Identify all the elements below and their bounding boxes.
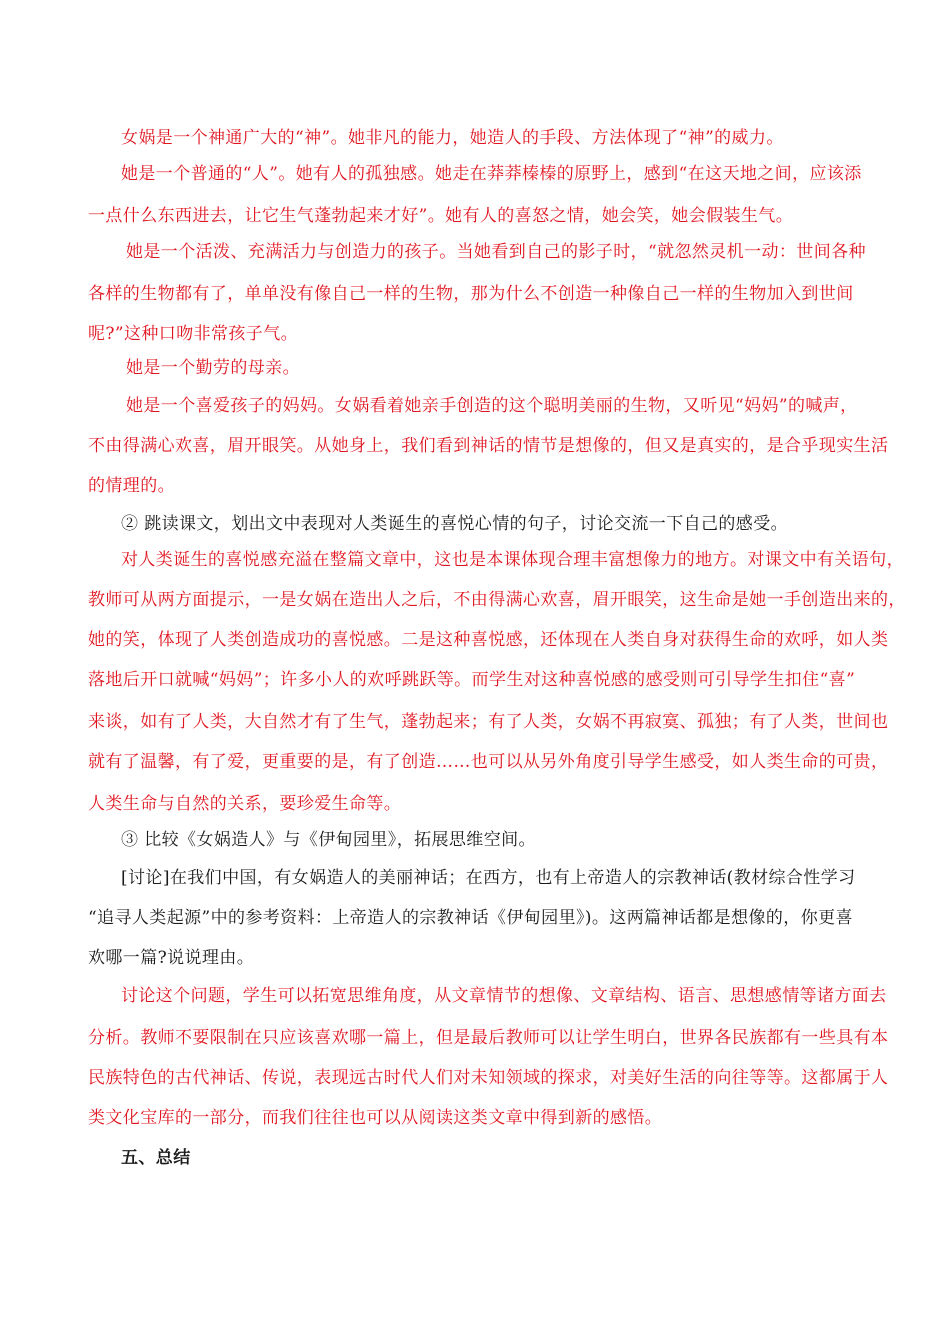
text-line: 分析。教师不要限制在只应该喜欢哪一篇上，但是最后教师可以让学生明白，世界各民族都有一些具有本 [88, 1028, 889, 1048]
section-heading: 五、总结 [121, 1148, 191, 1168]
text-line: 落地后开口就喊“妈妈”；许多小人的欢呼跳跃等。而学生对这种喜悦感的感受则可引导学生扣住“喜” [88, 670, 856, 690]
text-line: 她的笑，体现了人类创造成功的喜悦感。二是这种喜悦感，还体现在人类自身对获得生命的欢呼，如人类 [88, 630, 889, 650]
text-line: 民族特色的古代神话、传说，表现远古时代人们对未知领域的探求，对美好生活的向往等等。这都属于人 [88, 1068, 889, 1088]
text-line: 各样的生物都有了，单单没有像自己一样的生物，那为什么不创造一种像自己一样的生物加入到世间 [88, 284, 854, 304]
text-line: 一点什么东西进去，让它生气蓬勃起来才好”。她有人的喜怒之情，她会笑，她会假装生气。 [88, 206, 794, 226]
text-line: 教师可从两方面提示，一是女娲在造出人之后，不由得满心欢喜，眉开眼笑，这生命是她一手创造出来的， [88, 590, 906, 610]
text-line: 来谈，如有了人类，大自然才有了生气，蓬勃起来；有了人类，女娲不再寂寞、孤独；有了人类，世间也 [88, 712, 889, 732]
text-line: 讨论这个问题，学生可以拓宽思维角度，从文章情节的想像、文章结构、语言、思想感情等诸方面去 [121, 986, 887, 1006]
text-line: 不由得满心欢喜，眉开眼笑。从她身上，我们看到神话的情节是想像的，但又是真实的，是合乎现实生活 [88, 436, 889, 456]
question-line: ③ 比较《女娲造人》与《伊甸园里》，拓展思维空间。 [121, 830, 536, 850]
text-line: 呢?”这种口吻非常孩子气。 [88, 324, 299, 344]
text-line: 对人类诞生的喜悦感充溢在整篇文章中，这也是本课体现合理丰富想像力的地方。对课文中有关语句， [121, 550, 904, 570]
question-line: 欢哪一篇?说说理由。 [88, 948, 255, 968]
text-line: 的情理的。 [88, 476, 175, 496]
text-line: 她是一个普通的“人”。她有人的孤独感。她走在莽莽榛榛的原野上，感到“在这天地之间，应该添 [121, 164, 862, 184]
text-line: 人类生命与自然的关系，要珍爱生命等。 [88, 794, 402, 814]
text-line: 就有了温馨，有了爱，更重要的是，有了创造……也可以从另外角度引导学生感受，如人类生命的可贵， [88, 752, 889, 772]
question-line: [讨论]在我们中国，有女娲造人的美丽神话；在西方，也有上帝造人的宗教神话(教材综合性学习 [121, 868, 856, 888]
text-line: 她是一个勤劳的母亲。 [126, 358, 300, 378]
question-line: ② 跳读课文，划出文中表现对人类诞生的喜悦心情的句子，讨论交流一下自己的感受。 [121, 514, 789, 534]
text-line: 女娲是一个神通广大的“神”。她非凡的能力，她造人的手段、方法体现了“神”的威力。 [121, 128, 784, 148]
text-line: 类文化宝库的一部分，而我们往往也可以从阅读这类文章中得到新的感悟。 [88, 1108, 663, 1128]
text-line: 她是一个喜爱孩子的妈妈。女娲看着她亲手创造的这个聪明美丽的生物，又听见“妈妈”的喊声， [126, 396, 858, 416]
question-line: “追寻人类起源”中的参考资料：上帝造人的宗教神话《伊甸园里》)。这两篇神话都是想像的，你更喜 [88, 908, 853, 928]
text-line: 她是一个活泼、充满活力与创造力的孩子。当她看到自己的影子时，“就忽然灵机一动：世间各种 [126, 242, 866, 262]
